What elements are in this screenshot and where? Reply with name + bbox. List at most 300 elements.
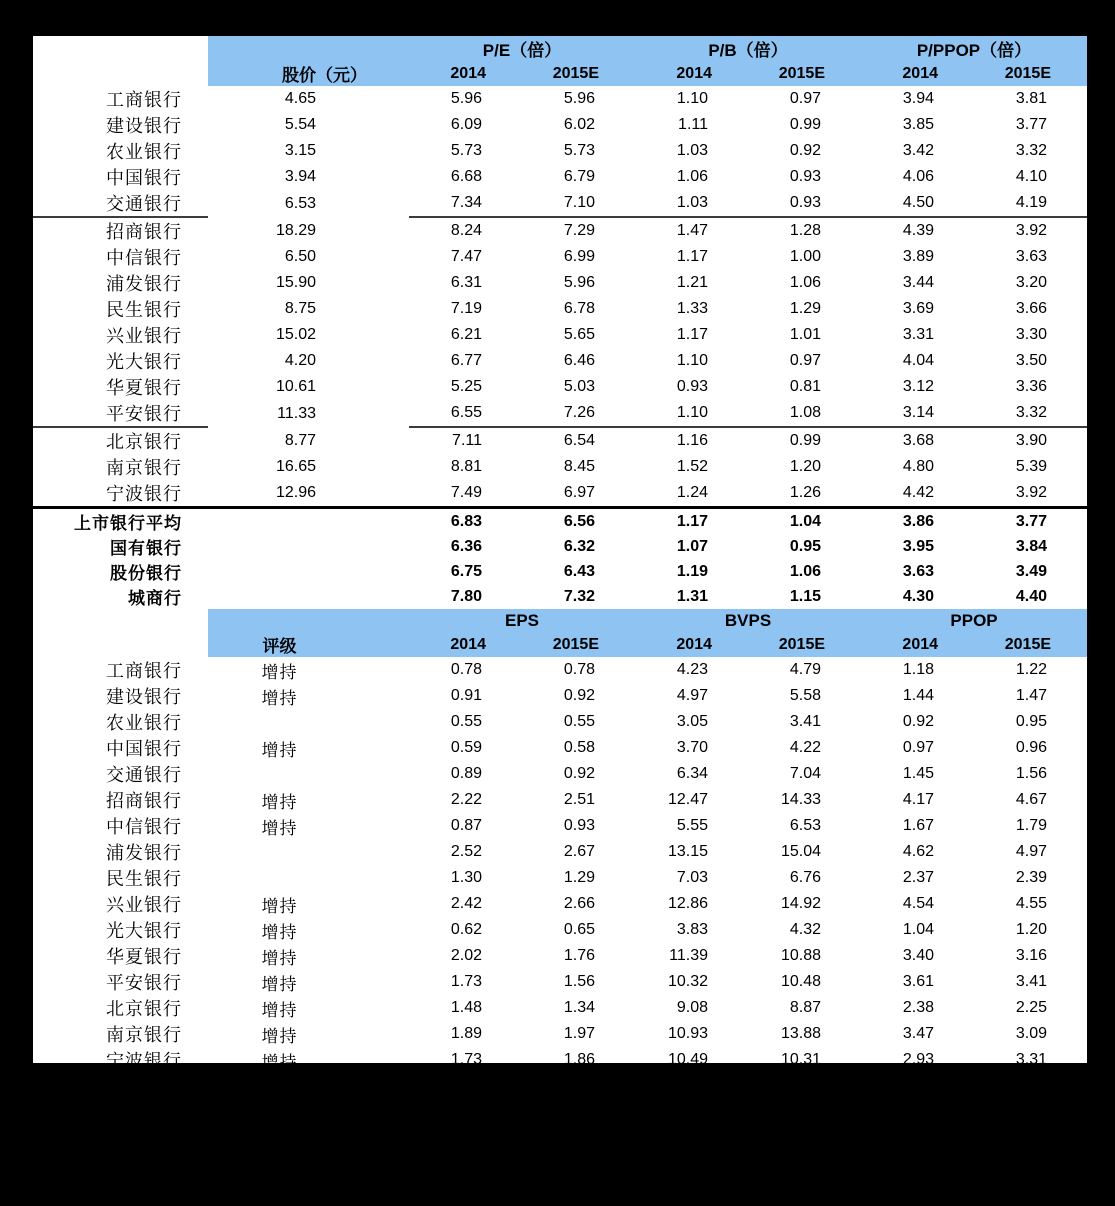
value-cell: 0.62 <box>450 921 482 938</box>
bank-row <box>33 709 1087 735</box>
value-cell: 7.29 <box>563 222 595 239</box>
group-header-ppop: PPOP <box>861 609 1087 632</box>
summary-value-cell: 6.32 <box>563 537 595 555</box>
group-header-bvps: BVPS <box>635 609 861 632</box>
value-cell: 2.22 <box>450 791 482 808</box>
value-cell: 4.79 <box>789 661 822 678</box>
empty-cell <box>208 1151 409 1178</box>
value-cell: 0.87 <box>450 817 482 834</box>
value-cell: 1.56 <box>563 973 595 990</box>
bank-row <box>33 270 1087 296</box>
rating-cell: 增持 <box>261 922 298 942</box>
value-cell: 3.61 <box>902 973 935 990</box>
summary-value-cell: 6.75 <box>450 562 482 580</box>
price-cell: 16.65 <box>275 458 316 475</box>
value-cell: 3.63 <box>1015 248 1047 265</box>
summary-row <box>33 1101 1087 1126</box>
label-column-header <box>33 61 208 86</box>
report-sheet <box>33 33 1087 1200</box>
value-cell: 10.93 <box>667 1025 708 1042</box>
rating-cell: 增持 <box>261 740 298 760</box>
summary-value-cell: 2.56 <box>974 1075 1087 1102</box>
value-cell: 3.40 <box>902 947 935 964</box>
value-cell: 1.04 <box>902 921 935 938</box>
summary-value-cell: 1.19 <box>902 1104 935 1122</box>
value-cell: 2.37 <box>902 869 935 886</box>
value-cell: 1.20 <box>789 458 821 475</box>
value-cell: 1.34 <box>563 999 595 1016</box>
value-cell: 1.47 <box>1015 687 1048 704</box>
summary-value-cell: 0.75 <box>563 1104 595 1122</box>
bank-row <box>33 374 1087 400</box>
summary-value-cell: 1.07 <box>676 537 708 555</box>
year-header-pb-2015e: 2015E <box>748 61 861 86</box>
value-cell: 1.10 <box>635 400 748 427</box>
summary-label-cell: 股份银行 <box>110 564 182 583</box>
summary-label-cell: 城商行 <box>128 589 182 608</box>
year-header-pppop-2015e: 2015E <box>974 61 1087 86</box>
summary-value-cell: 2.88 <box>974 1151 1087 1178</box>
value-cell: 0.97 <box>789 90 821 107</box>
summary-value-cell: 3.86 <box>861 508 974 535</box>
bank-name-cell: 平安银行 <box>106 973 182 993</box>
rating-cell: 增持 <box>261 792 298 812</box>
bank-name-cell: 民生银行 <box>106 869 182 889</box>
value-cell: 3.77 <box>1015 116 1047 133</box>
empty-cell <box>208 508 409 535</box>
bank-name-cell: 华夏银行 <box>106 378 182 398</box>
bank-row <box>33 787 1087 813</box>
value-cell: 8.87 <box>789 999 822 1016</box>
value-cell: 9.08 <box>676 999 708 1016</box>
value-cell: 6.77 <box>450 352 482 369</box>
summary-value-cell: 1.72 <box>522 1151 635 1178</box>
value-cell: 3.94 <box>902 90 934 107</box>
summary-value-cell: 1.15 <box>789 587 821 605</box>
value-cell: 3.41 <box>789 713 822 730</box>
empty-cell <box>208 534 409 559</box>
summary-label-cell: 国有银行 <box>110 539 182 558</box>
value-cell: 3.92 <box>1015 484 1047 501</box>
value-cell: 5.73 <box>563 142 595 159</box>
value-cell: 3.68 <box>902 432 934 449</box>
value-cell: 7.10 <box>522 190 635 217</box>
price-cell: 8.75 <box>284 300 316 317</box>
value-cell: 4.50 <box>861 190 974 217</box>
bank-row <box>33 164 1087 190</box>
value-cell: 0.92 <box>563 765 595 782</box>
value-cell: 5.65 <box>563 326 595 343</box>
value-cell: 3.83 <box>676 921 708 938</box>
value-cell: 1.73 <box>450 973 482 990</box>
rating-cell: 增持 <box>261 662 298 682</box>
rating-cell <box>208 839 409 865</box>
year-header-pe-2015e: 2015E <box>522 61 635 86</box>
bank-name-cell: 招商银行 <box>106 222 182 242</box>
value-cell: 1.48 <box>450 999 482 1016</box>
value-cell: 1.11 <box>678 116 708 133</box>
summary-value-cell: 1.17 <box>635 508 748 535</box>
summary-value-cell: 7.32 <box>563 587 595 605</box>
value-cell: 0.95 <box>1015 713 1048 730</box>
value-cell: 10.48 <box>780 973 822 990</box>
value-cell: 10.49 <box>667 1051 708 1068</box>
summary-value-cell: 5.01 <box>789 1104 822 1122</box>
summary-value-cell: 6.83 <box>409 508 522 535</box>
summary-value-cell: 1.04 <box>748 508 861 535</box>
summary-value-cell: 4.40 <box>1015 587 1047 605</box>
value-cell: 0.92 <box>789 142 821 159</box>
bank-row <box>33 813 1087 839</box>
value-cell: 0.89 <box>450 765 482 782</box>
bank-row <box>33 917 1087 943</box>
price-cell: 8.77 <box>284 431 316 449</box>
value-cell: 2.67 <box>563 843 595 860</box>
year-header-bvps-2015e: 2015E <box>748 632 861 657</box>
value-cell: 4.97 <box>1015 843 1048 860</box>
value-cell: 1.22 <box>1015 661 1048 678</box>
group-header-eps: EPS <box>409 609 635 632</box>
value-cell: 1.76 <box>563 947 595 964</box>
value-cell: 14.92 <box>780 895 822 912</box>
summary-value-cell: 3.77 <box>974 508 1087 535</box>
table1-body <box>33 86 1087 609</box>
year-header-eps-2015e: 2015E <box>522 632 635 657</box>
bank-name-cell: 平安银行 <box>33 400 208 427</box>
value-cell: 2.51 <box>563 791 595 808</box>
value-cell: 3.30 <box>1015 326 1047 343</box>
value-cell: 3.14 <box>861 400 974 427</box>
value-cell: 7.11 <box>452 432 482 449</box>
value-cell: 1.89 <box>450 1025 482 1042</box>
rating-cell <box>208 761 409 787</box>
rating-cell: 增持 <box>261 974 298 994</box>
value-cell: 1.56 <box>1015 765 1048 782</box>
summary-label-cell: 国有银行 <box>110 1106 182 1125</box>
bank-row <box>33 322 1087 348</box>
bank-name-cell: 中信银行 <box>106 248 182 268</box>
value-cell: 0.93 <box>789 168 821 185</box>
value-cell: 3.31 <box>902 326 934 343</box>
summary-value-cell: 9.58 <box>676 1129 708 1147</box>
value-cell: 1.16 <box>676 432 708 449</box>
value-cell: 3.42 <box>902 142 934 159</box>
rating-cell: 增持 <box>261 818 298 838</box>
value-cell: 7.49 <box>450 484 482 501</box>
bank-name-cell: 交通银行 <box>106 765 182 785</box>
rating-column-header: 评级 <box>208 632 409 657</box>
summary-value-cell: 1.23 <box>1015 1104 1048 1122</box>
bank-row <box>33 400 1087 427</box>
bank-row <box>33 190 1087 217</box>
bank-row <box>33 657 1087 683</box>
value-cell: 1.03 <box>635 190 748 217</box>
value-cell: 4.17 <box>902 791 935 808</box>
summary-label-cell: 上市银行平均 <box>33 508 208 535</box>
bank-row <box>33 1047 1087 1075</box>
value-cell: 8.45 <box>563 458 595 475</box>
value-cell: 5.55 <box>676 817 708 834</box>
value-cell: 3.32 <box>974 400 1087 427</box>
table2-body <box>33 657 1087 1178</box>
value-cell: 8.24 <box>450 222 482 239</box>
summary-value-cell: 6.43 <box>563 562 595 580</box>
group-header-pb: P/B（倍） <box>635 35 861 62</box>
value-cell: 10.32 <box>667 973 708 990</box>
value-cell: 4.10 <box>1015 168 1047 185</box>
group-header-row <box>33 35 1087 62</box>
value-cell: 4.80 <box>902 458 934 475</box>
value-cell: 10.88 <box>780 947 822 964</box>
rating-cell: 增持 <box>261 1052 298 1072</box>
value-cell: 2.93 <box>902 1051 935 1068</box>
empty-cell <box>208 1126 409 1151</box>
year-header-pppop-2014: 2014 <box>861 61 974 86</box>
value-cell: 1.26 <box>789 484 821 501</box>
value-cell: 8.81 <box>450 458 482 475</box>
bank-row <box>33 454 1087 480</box>
value-cell: 5.96 <box>563 90 595 107</box>
value-cell: 7.19 <box>450 300 482 317</box>
value-cell: 4.54 <box>902 895 935 912</box>
group-header-row <box>33 609 1087 632</box>
year-header-row <box>33 61 1087 86</box>
value-cell: 6.34 <box>676 765 708 782</box>
value-cell: 13.88 <box>780 1025 822 1042</box>
year-header-pb-2014: 2014 <box>635 61 748 86</box>
bank-row <box>33 86 1087 112</box>
price-cell: 6.53 <box>284 194 316 212</box>
value-cell: 1.86 <box>563 1051 595 1068</box>
summary-value-cell: 1.43 <box>522 1075 635 1102</box>
bank-row <box>33 891 1087 917</box>
value-cell: 4.62 <box>902 843 935 860</box>
summary-value-cell: 8.84 <box>748 1075 861 1102</box>
summary-value-cell: 1.70 <box>409 1151 522 1178</box>
price-cell: 6.50 <box>284 248 316 265</box>
summary-value-cell: 3.95 <box>902 537 934 555</box>
summary-value-cell: 1.06 <box>789 562 821 580</box>
rating-cell: 增持 <box>261 688 298 708</box>
bank-name-cell: 浦发银行 <box>106 843 182 863</box>
value-cell: 3.90 <box>1015 432 1047 449</box>
bank-name-cell: 浦发银行 <box>106 274 182 294</box>
value-cell: 1.20 <box>1015 921 1048 938</box>
summary-value-cell: 10.17 <box>635 1151 748 1178</box>
year-header-pe-2014: 2014 <box>409 61 522 86</box>
bank-name-cell: 民生银行 <box>106 300 182 320</box>
price-cell: 5.54 <box>284 116 316 133</box>
value-cell: 6.21 <box>450 326 482 343</box>
value-cell: 0.59 <box>450 739 482 756</box>
value-cell: 0.97 <box>902 739 935 756</box>
value-cell: 1.44 <box>902 687 935 704</box>
bank-name-cell: 招商银行 <box>106 791 182 811</box>
value-cell: 3.36 <box>1015 378 1047 395</box>
value-cell: 0.96 <box>1015 739 1048 756</box>
table1-header <box>33 35 1087 87</box>
value-cell: 6.68 <box>450 168 482 185</box>
price-cell: 4.20 <box>284 352 316 369</box>
value-cell: 4.42 <box>902 484 934 501</box>
bank-name-cell: 农业银行 <box>106 713 182 733</box>
value-cell: 0.97 <box>789 352 821 369</box>
rating-group-spacer <box>208 609 409 632</box>
value-cell: 2.66 <box>563 895 595 912</box>
empty-cell <box>208 1075 409 1102</box>
rating-cell: 增持 <box>261 1000 298 1020</box>
summary-value-cell: 3.84 <box>1015 537 1047 555</box>
value-cell: 2.25 <box>1015 999 1048 1016</box>
value-cell: 3.47 <box>902 1025 935 1042</box>
value-cell: 5.58 <box>789 687 822 704</box>
value-cell: 3.41 <box>1015 973 1048 990</box>
bank-name-cell: 建设银行 <box>106 116 182 136</box>
price-column-header: 股价（元） <box>208 61 409 86</box>
value-cell: 3.12 <box>902 378 934 395</box>
rating-cell <box>208 709 409 735</box>
bank-row <box>33 943 1087 969</box>
bank-name-cell: 建设银行 <box>106 687 182 707</box>
price-cell: 3.15 <box>284 142 316 159</box>
rating-cell <box>208 865 409 891</box>
summary-row <box>33 1151 1087 1178</box>
summary-value-cell: 1.41 <box>409 1075 522 1102</box>
value-cell: 15.04 <box>780 843 822 860</box>
value-cell: 6.46 <box>563 352 595 369</box>
value-cell: 4.04 <box>902 352 934 369</box>
price-cell: 12.96 <box>275 484 316 501</box>
value-cell: 2.42 <box>450 895 482 912</box>
value-cell: 1.06 <box>789 274 821 291</box>
value-cell: 0.65 <box>563 921 595 938</box>
value-cell: 4.22 <box>789 739 822 756</box>
value-cell: 1.47 <box>676 222 708 239</box>
value-cell: 3.16 <box>1015 947 1048 964</box>
value-cell: 1.30 <box>450 869 482 886</box>
summary-row <box>33 1075 1087 1102</box>
value-cell: 7.03 <box>676 869 708 886</box>
value-cell: 3.85 <box>902 116 934 133</box>
valuation-table-fundamentals <box>33 609 1087 1179</box>
value-cell: 3.89 <box>902 248 934 265</box>
value-cell: 12.47 <box>667 791 708 808</box>
price-cell: 4.65 <box>284 90 316 107</box>
value-cell: 3.92 <box>1015 222 1047 239</box>
value-cell: 3.20 <box>1015 274 1047 291</box>
bank-row <box>33 735 1087 761</box>
summary-row <box>33 559 1087 584</box>
value-cell: 5.25 <box>450 378 482 395</box>
value-cell: 1.29 <box>563 869 595 886</box>
value-cell: 0.55 <box>563 713 595 730</box>
bank-name-cell: 光大银行 <box>106 352 182 372</box>
bank-name-cell: 北京银行 <box>106 999 182 1019</box>
price-group-spacer <box>208 35 409 62</box>
label-column-header <box>33 609 208 632</box>
value-cell: 13.15 <box>667 843 708 860</box>
value-cell: 3.05 <box>676 713 708 730</box>
summary-value-cell: 4.30 <box>902 587 934 605</box>
bank-row <box>33 683 1087 709</box>
value-cell: 1.18 <box>902 661 935 678</box>
bank-name-cell: 交通银行 <box>33 190 208 217</box>
summary-value-cell: 8.09 <box>635 1075 748 1102</box>
bank-name-cell: 华夏银行 <box>106 947 182 967</box>
valuation-table-multiples <box>33 33 1087 609</box>
value-cell: 14.33 <box>780 791 822 808</box>
value-cell: 2.52 <box>450 843 482 860</box>
bank-name-cell: 农业银行 <box>106 142 182 162</box>
bank-row <box>33 217 1087 244</box>
value-cell: 1.01 <box>789 326 821 343</box>
label-column-header <box>33 35 208 62</box>
value-cell: 0.93 <box>748 190 861 217</box>
value-cell: 5.96 <box>563 274 595 291</box>
summary-value-cell: 2.51 <box>861 1075 974 1102</box>
bank-row <box>33 969 1087 995</box>
value-cell: 4.32 <box>789 921 822 938</box>
value-cell: 10.31 <box>780 1051 822 1068</box>
year-header-bvps-2014: 2014 <box>635 632 748 657</box>
value-cell: 1.08 <box>748 400 861 427</box>
value-cell: 6.55 <box>409 400 522 427</box>
price-cell: 3.94 <box>284 168 316 185</box>
value-cell: 2.02 <box>450 947 482 964</box>
value-cell: 3.44 <box>902 274 934 291</box>
value-cell: 1.52 <box>676 458 708 475</box>
group-header-pppop: P/PPOP（倍） <box>861 35 1087 62</box>
summary-value-cell: 6.56 <box>522 508 635 535</box>
value-cell: 7.34 <box>409 190 522 217</box>
value-cell: 3.32 <box>1015 142 1047 159</box>
bank-name-cell: 工商银行 <box>106 661 182 681</box>
bank-name-cell: 工商银行 <box>106 90 182 110</box>
value-cell: 0.99 <box>789 432 821 449</box>
value-cell: 0.99 <box>789 116 821 133</box>
value-cell: 1.17 <box>676 326 708 343</box>
summary-row <box>33 508 1087 535</box>
value-cell: 6.99 <box>563 248 595 265</box>
summary-value-cell: 1.71 <box>450 1129 482 1147</box>
rating-cell: 增持 <box>261 948 298 968</box>
summary-value-cell: 3.49 <box>1015 562 1047 580</box>
value-cell: 0.93 <box>563 817 595 834</box>
label-column-header <box>33 632 208 657</box>
group-header-pe: P/E（倍） <box>409 35 635 62</box>
value-cell: 6.78 <box>563 300 595 317</box>
value-cell: 7.04 <box>789 765 822 782</box>
summary-value-cell: 3.63 <box>902 562 934 580</box>
bank-row <box>33 138 1087 164</box>
bank-name-cell: 中信银行 <box>106 817 182 837</box>
value-cell: 0.58 <box>563 739 595 756</box>
value-cell: 1.21 <box>676 274 708 291</box>
value-cell: 3.69 <box>902 300 934 317</box>
value-cell: 4.23 <box>676 661 708 678</box>
summary-value-cell: 0.74 <box>450 1104 482 1122</box>
value-cell: 5.73 <box>450 142 482 159</box>
value-cell: 1.45 <box>902 765 935 782</box>
value-cell: 0.91 <box>450 687 482 704</box>
value-cell: 6.02 <box>563 116 595 133</box>
bank-row <box>33 865 1087 891</box>
summary-row <box>33 534 1087 559</box>
summary-value-cell: 2.93 <box>861 1151 974 1178</box>
summary-value-cell: 4.46 <box>676 1104 708 1122</box>
value-cell: 1.79 <box>1015 817 1048 834</box>
year-header-ppop-2014: 2014 <box>861 632 974 657</box>
